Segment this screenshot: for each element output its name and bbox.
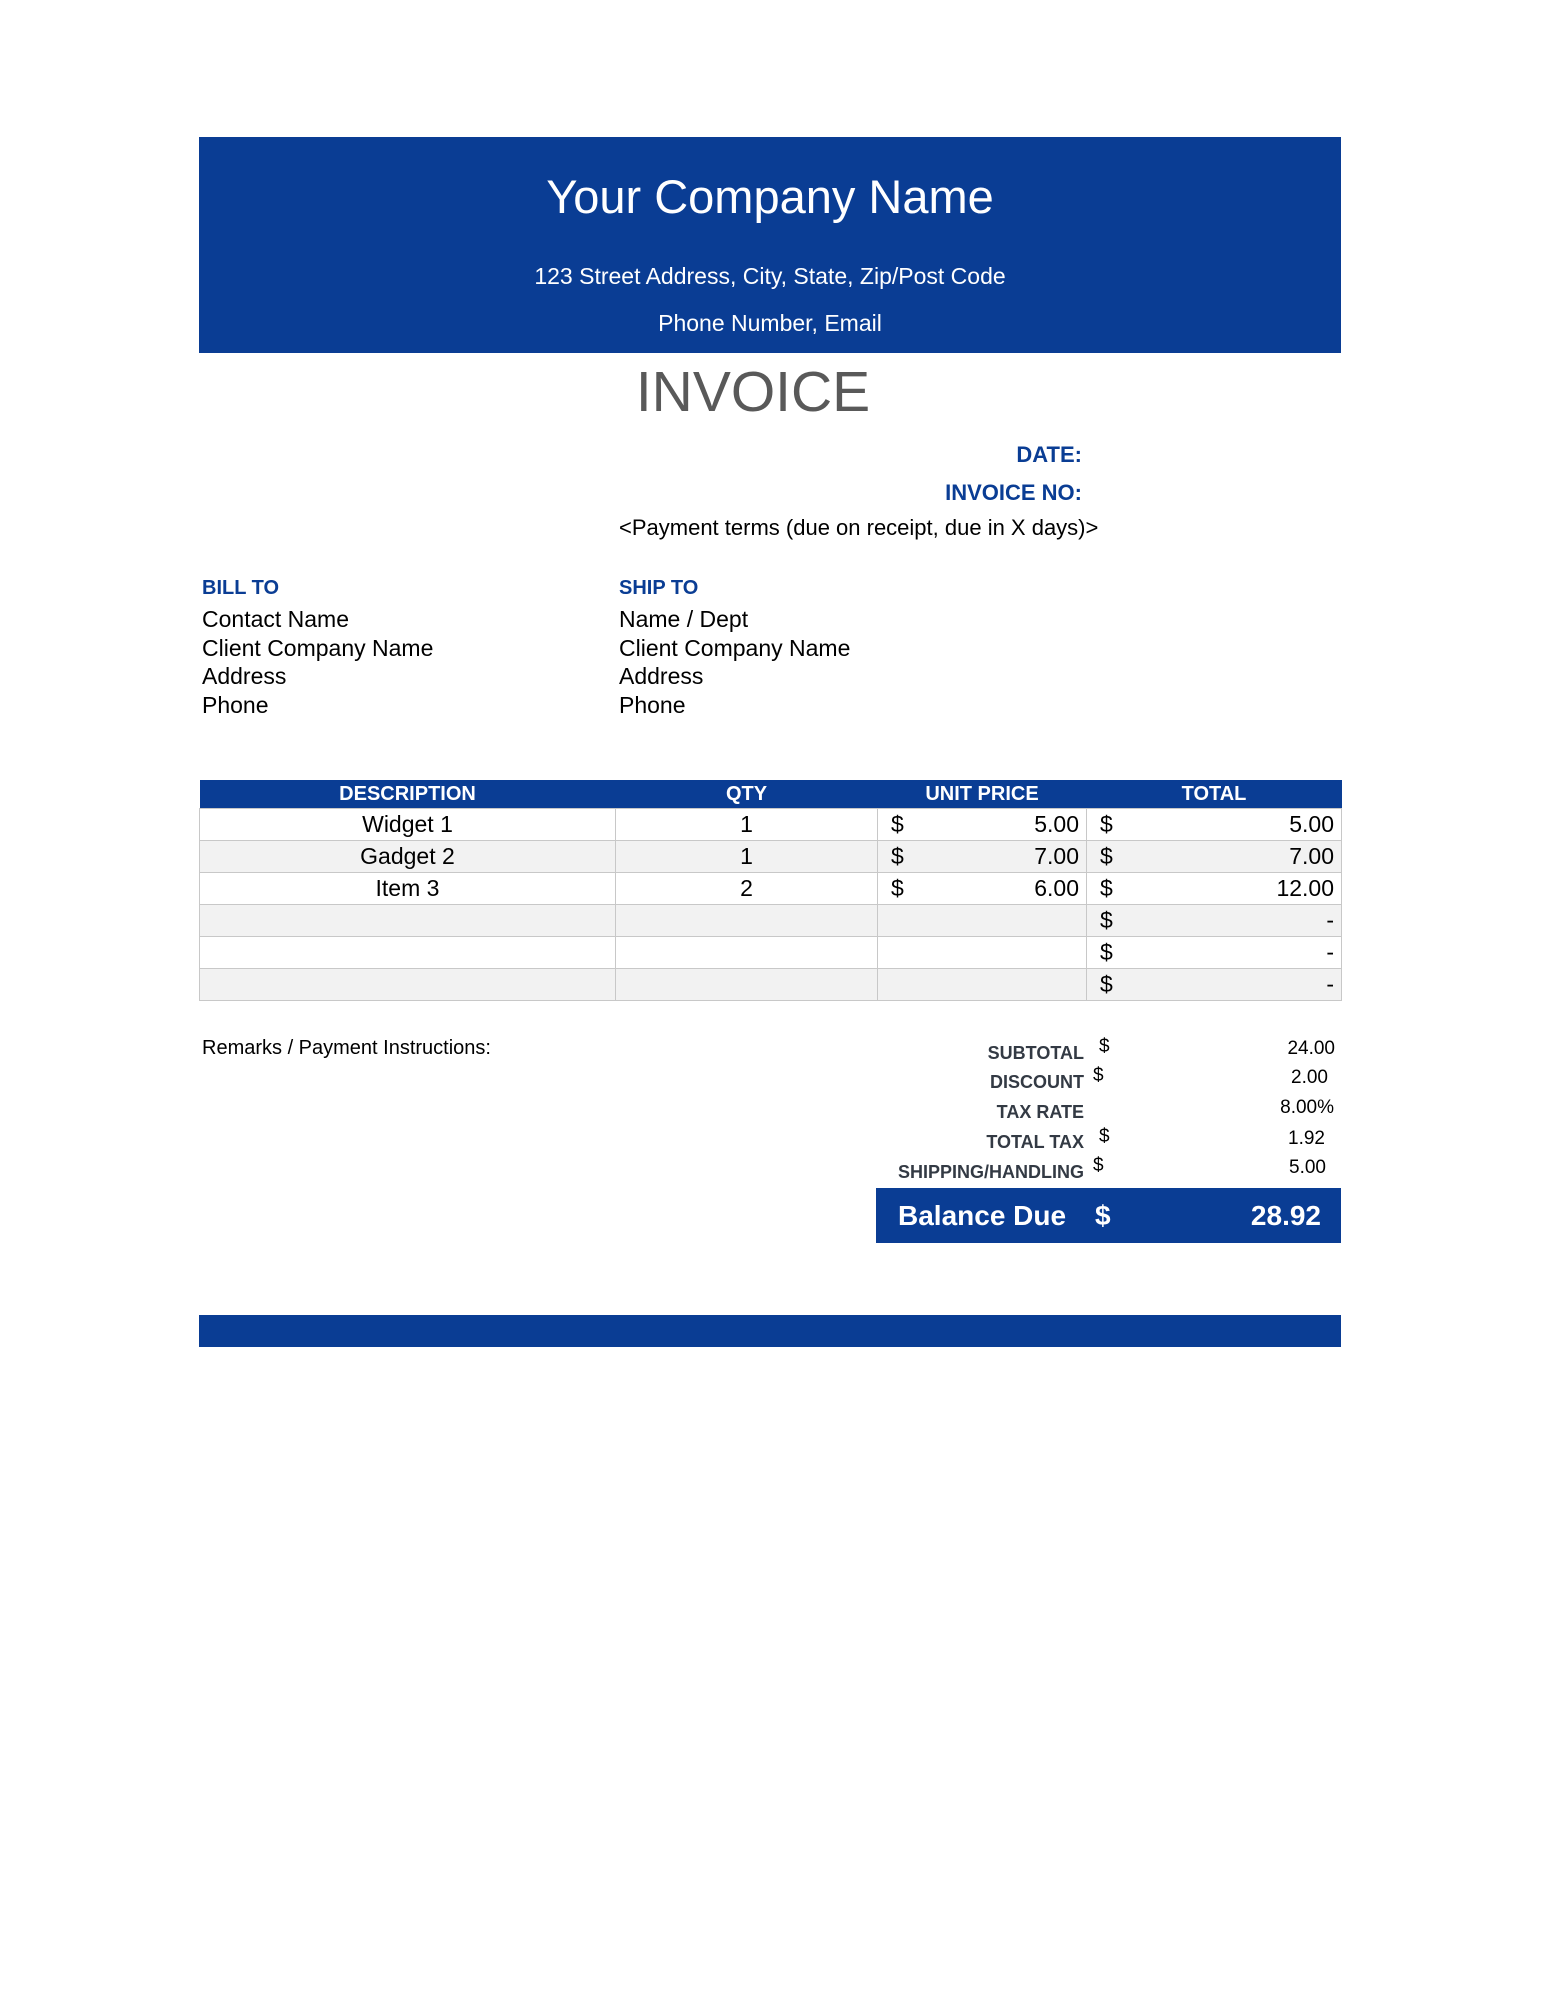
discount-value: 2.00 [1291,1067,1328,1088]
item-unit-price-cell [878,841,1087,873]
balance-due-bar [876,1188,1341,1243]
shipping-currency: $ [1093,1155,1104,1176]
column-header-total: TOTAL [1087,780,1342,809]
table-row [200,809,1342,841]
item-total-currency: $ [1100,971,1113,997]
item-total-cell [1087,905,1342,937]
company-header-banner [199,137,1341,353]
remarks-label: Remarks / Payment Instructions: [202,1037,491,1059]
company-name: Your Company Name [546,170,994,223]
item-total-cell [1087,937,1342,969]
item-total: - [1326,939,1334,965]
item-description: Gadget 2 [200,841,616,873]
item-total: - [1326,971,1334,997]
item-description: Item 3 [200,873,616,905]
subtotal-label: SUBTOTAL [987,1043,1084,1063]
ship-to-name-dept: Name / Dept [619,606,749,632]
total-tax-currency: $ [1099,1126,1110,1147]
item-total-cell [1087,969,1342,1001]
balance-due-value: 28.92 [1250,1200,1321,1231]
item-description [200,905,616,937]
item-total-cell [1087,873,1342,905]
discount-currency: $ [1093,1065,1104,1086]
item-total-cell [1087,841,1342,873]
item-unit-price-cell [878,937,1087,969]
table-row [200,937,1342,969]
shipping-handling-value: 5.00 [1289,1157,1326,1178]
bill-to-phone: Phone [202,691,269,718]
balance-due-currency: $ [1095,1200,1111,1231]
tax-rate-label: TAX RATE [996,1102,1084,1122]
ship-to-heading: SHIP TO [619,577,699,599]
payment-terms: <Payment terms (due on receipt, due in X days)> [619,515,1099,540]
subtotal-value: 24.00 [1287,1038,1335,1059]
bill-to-heading: BILL TO [202,577,280,599]
item-unit-price: 6.00 [1034,875,1079,901]
ship-to-address: Address [619,663,704,689]
item-total-currency: $ [1100,843,1113,869]
date-label: DATE: [1016,442,1082,467]
item-total-currency: $ [1100,811,1113,837]
item-qty [616,905,878,937]
bill-to-company: Client Company Name [202,634,434,661]
discount-label: DISCOUNT [990,1072,1084,1092]
item-unit-price-cell [878,873,1087,905]
table-row [200,841,1342,873]
item-unit-price: 7.00 [1034,843,1079,869]
bill-to-address: Address [202,663,287,689]
subtotal-currency: $ [1099,1036,1110,1057]
ship-to-block [619,577,850,719]
item-total-cell [1087,809,1342,841]
item-unit-price-currency: $ [891,875,904,901]
total-tax-label: TOTAL TAX [986,1132,1084,1152]
line-items-table [199,780,1342,1001]
footer-bar [199,1315,1341,1347]
item-qty [616,969,878,1001]
item-total: 7.00 [1289,843,1334,869]
table-row [200,969,1342,1001]
item-total: 12.00 [1276,875,1334,901]
column-header-unit-price: UNIT PRICE [878,780,1087,809]
column-header-qty: QTY [616,780,878,809]
item-unit-price-currency: $ [891,843,904,869]
item-description [200,969,616,1001]
item-unit-price: 5.00 [1034,811,1079,837]
bill-to-block [202,577,433,719]
item-total-currency: $ [1100,939,1113,965]
table-row [200,905,1342,937]
item-unit-price-cell [878,969,1087,1001]
invoice-number-label: INVOICE NO: [945,480,1082,505]
item-total-currency: $ [1100,875,1113,901]
invoice-title: INVOICE [635,360,871,424]
balance-due-label: Balance Due [898,1200,1067,1231]
item-total: 5.00 [1289,811,1334,837]
item-unit-price-cell [878,905,1087,937]
table-header-row [200,780,1342,809]
item-description: Widget 1 [200,809,616,841]
tax-rate-value: 8.00% [1280,1097,1334,1118]
ship-to-phone: Phone [619,691,686,718]
item-unit-price-currency: $ [891,811,904,837]
table-row [200,873,1342,905]
bill-to-contact-name: Contact Name [202,606,350,632]
item-qty: 2 [616,873,878,905]
item-unit-price-cell [878,809,1087,841]
company-contact: Phone Number, Email [658,310,882,336]
item-qty [616,937,878,969]
item-total: - [1326,907,1334,933]
shipping-handling-label: SHIPPING/HANDLING [897,1162,1084,1182]
item-description [200,937,616,969]
company-address: 123 Street Address, City, State, Zip/Post Code [534,263,1006,289]
ship-to-company: Client Company Name [619,634,851,661]
item-qty: 1 [616,841,878,873]
item-qty: 1 [616,809,878,841]
column-header-description: DESCRIPTION [200,780,616,809]
total-tax-value: 1.92 [1288,1128,1325,1149]
item-total-currency: $ [1100,907,1113,933]
